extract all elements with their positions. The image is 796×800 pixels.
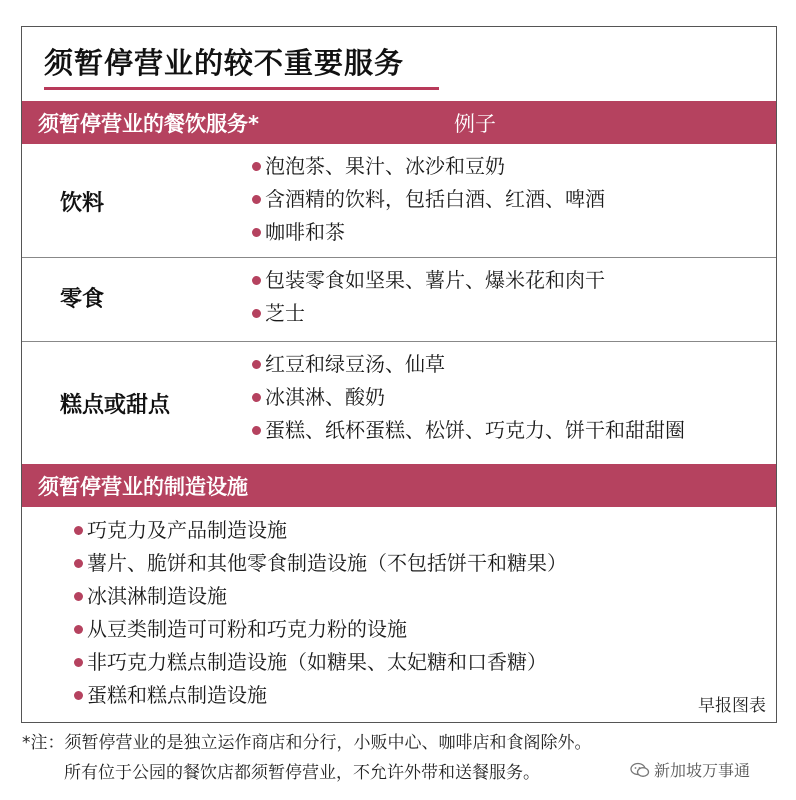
- item-text: 从豆类制造可可粉和巧克力粉的设施: [87, 617, 407, 641]
- item-text: 蛋糕、纸杯蛋糕、松饼、巧克力、饼干和甜甜圈: [265, 418, 685, 442]
- category-label: 饮料: [60, 191, 105, 216]
- table-row-snacks: [22, 258, 776, 342]
- page-title: 须暂停营业的较不重要服务: [44, 46, 405, 80]
- section2-header: 须暂停营业的制造设施: [38, 474, 248, 499]
- category-label: 零食: [60, 287, 105, 312]
- bullet-icon: [74, 526, 83, 535]
- bullet-icon: [74, 691, 83, 700]
- bullet-icon: [252, 228, 261, 237]
- list-item: [252, 216, 605, 249]
- list-item: [252, 150, 605, 183]
- item-text: 冰淇淋制造设施: [87, 584, 227, 608]
- bullet-icon: [252, 360, 261, 369]
- list-item: [252, 414, 685, 447]
- list-item: [74, 646, 567, 679]
- item-text: 咖啡和茶: [265, 220, 345, 244]
- bullet-icon: [252, 426, 261, 435]
- list-item: [74, 514, 567, 547]
- list-item: [252, 264, 605, 297]
- bullet-icon: [74, 592, 83, 601]
- bullet-icon: [252, 276, 261, 285]
- footnote-line-2: 所有位于公园的餐饮店都须暂停营业，不允许外带和送餐服务。: [64, 763, 540, 783]
- source-credit: 早报图表: [698, 696, 766, 716]
- section2-header-bar: [22, 464, 776, 507]
- table-row-beverages: [22, 144, 776, 258]
- table-row-desserts: [22, 342, 776, 464]
- item-text: 含酒精的饮料，包括白酒、红酒、啤酒: [265, 187, 605, 211]
- wechat-icon: [630, 762, 650, 778]
- bullet-icon: [74, 559, 83, 568]
- list-item: [74, 580, 567, 613]
- item-text: 薯片、脆饼和其他零食制造设施（不包括饼干和糖果）: [87, 551, 567, 575]
- list-item: [252, 297, 605, 330]
- manufacturing-list: [74, 514, 567, 712]
- bullet-icon: [252, 309, 261, 318]
- category-label: 糕点或甜点: [60, 393, 171, 418]
- item-text: 冰淇淋、酸奶: [265, 385, 385, 409]
- infographic-frame: [21, 26, 777, 723]
- list-item: [252, 183, 605, 216]
- example-column-header: 例子: [454, 111, 496, 136]
- footnotes: [22, 728, 592, 788]
- item-text: 芝士: [265, 301, 305, 325]
- list-item: [74, 547, 567, 580]
- bullet-icon: [252, 195, 261, 204]
- item-text: 红豆和绿豆汤、仙草: [265, 352, 445, 376]
- item-text: 包装零食如坚果、薯片、爆米花和肉干: [265, 268, 605, 292]
- item-text: 蛋糕和糕点制造设施: [87, 683, 267, 707]
- watermark-text: 新加坡万事通: [654, 761, 751, 780]
- list-item: [74, 679, 567, 712]
- list-item: [252, 348, 685, 381]
- list-item: [252, 381, 685, 414]
- section1-header-bar: [22, 101, 776, 144]
- example-list: [252, 150, 605, 249]
- bullet-icon: [74, 625, 83, 634]
- footnote-line-1: *注：须暂停营业的是独立运作商店和分行，小贩中心、咖啡店和食阁除外。: [22, 733, 592, 753]
- watermark: [630, 758, 750, 781]
- item-text: 非巧克力糕点制造设施（如糖果、太妃糖和口香糖）: [87, 650, 547, 674]
- section1-header: 须暂停营业的餐饮服务*: [38, 111, 259, 136]
- title-underline: [44, 87, 439, 90]
- example-list: [252, 348, 685, 447]
- example-list: [252, 264, 605, 330]
- bullet-icon: [252, 393, 261, 402]
- bullet-icon: [74, 658, 83, 667]
- item-text: 泡泡茶、果汁、冰沙和豆奶: [265, 154, 505, 178]
- bullet-icon: [252, 162, 261, 171]
- item-text: 巧克力及产品制造设施: [87, 518, 287, 542]
- list-item: [74, 613, 567, 646]
